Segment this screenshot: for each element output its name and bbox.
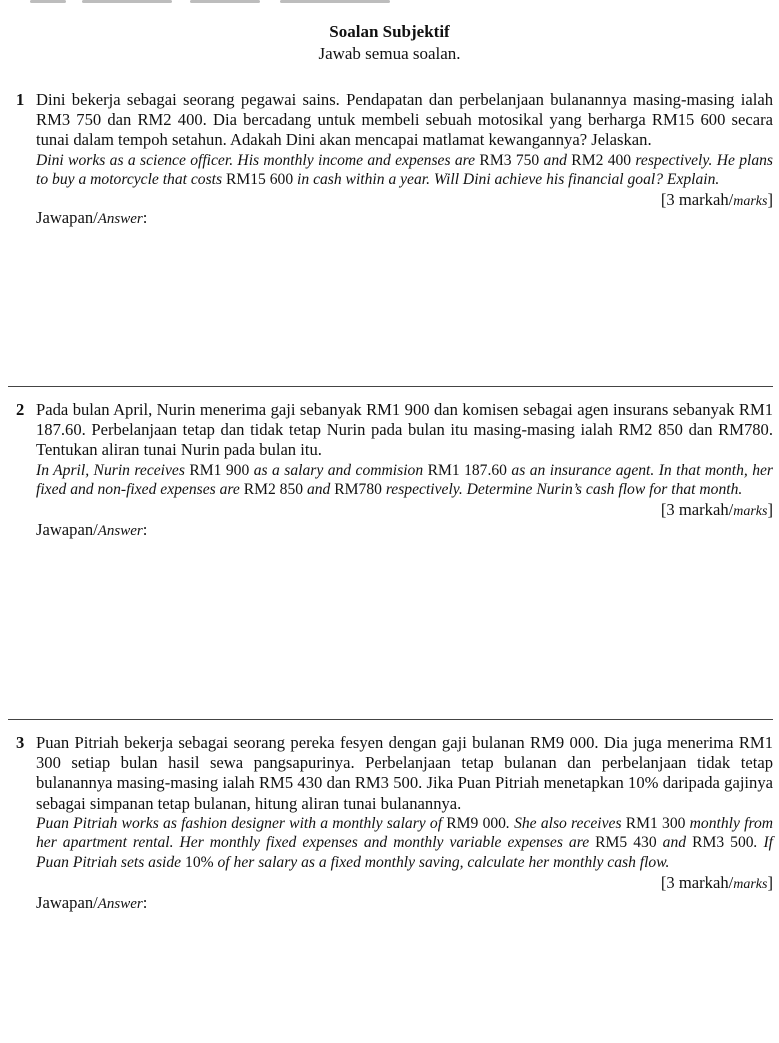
marks-label: [3 markah/marks]: [660, 499, 773, 519]
divider: [8, 719, 773, 720]
question-text-english: Dini works as a science officer. His monthly income and expenses are RM3 750 and RM2 400 respectively. He plans to buy a motorcycle that costs RM15 600 in cash within a year. Will Dini achieve his financial goal? Explain.: [36, 151, 774, 189]
question-1: [16, 90, 773, 212]
answer-label: Jawapan/Answer:: [36, 520, 148, 539]
question-number: 1: [16, 90, 25, 109]
section-instruction: Jawab semua soalan.: [318, 44, 461, 63]
marks-label: [3 markah/marks]: [660, 872, 773, 892]
question-text-malay: Pada bulan April, Nurin menerima gaji sebanyak RM1 900 dan komisen sebagai agen insurans sebanyak RM1 187.60. Perbelanjaan tetap dan tidak tetap Nurin pada bulan itu masing-masing ialah RM2 850 dan RM780. Tentukan aliran tunai Nurin pada bulan itu.: [36, 400, 773, 460]
question-number: 3: [16, 733, 25, 752]
question-text-malay: Puan Pitriah bekerja sebagai seorang pereka fesyen dengan gaji bulanan RM9 000. Dia juga menerima RM1 300 setiap bulan hasil sewa pangsapurinya. Perbelanjaan tetap bulanan dan perbelanjaan tidak tetap bulanannya masing-masing ialah RM5 430 dan RM3 500. Jika Puan Pitriah menetapkan 10% daripada gajinya sebagai simpanan tetap bulanan, hitung aliran tunai bulanannya.: [36, 733, 773, 813]
question-text-malay: Dini bekerja sebagai seorang pegawai sains. Pendapatan dan perbelanjaan bulanannya masing-masing ialah RM3 750 dan RM2 400. Dia bercadang untuk membeli sebuah motosikal yang berharga RM15 600 secara tunai dalam tempoh setahun. Adakah Dini akan mencapai matlamat kewangannya? Jelaskan.: [36, 90, 773, 150]
divider: [8, 386, 773, 387]
question-number: 2: [16, 400, 25, 419]
question-text-english: Puan Pitriah works as fashion designer with a monthly salary of RM9 000. She also receives RM1 300 monthly from her apartment rental. Her monthly fixed expenses and monthly variable expenses are RM5 430 and RM3 500. If Puan Pitriah sets aside 10% of her salary as a fixed monthly saving, calculate her monthly cash flow.: [36, 814, 774, 871]
question-text-english: In April, Nurin receives RM1 900 as a salary and commision RM1 187.60 as an insurance agent. In that month, her fixed and non-fixed expenses are RM2 850 and RM780 respectively. Determine Nurin’s cash flow for that month.: [36, 461, 773, 499]
answer-label: Jawapan/Answer:: [36, 893, 148, 912]
question-3: [16, 733, 773, 895]
marks-label: [3 markah/marks]: [660, 189, 773, 209]
answer-label: Jawapan/Answer:: [36, 208, 148, 227]
scan-smudge: [30, 0, 390, 4]
section-title: Soalan Subjektif: [329, 22, 450, 41]
question-2: [16, 400, 773, 522]
